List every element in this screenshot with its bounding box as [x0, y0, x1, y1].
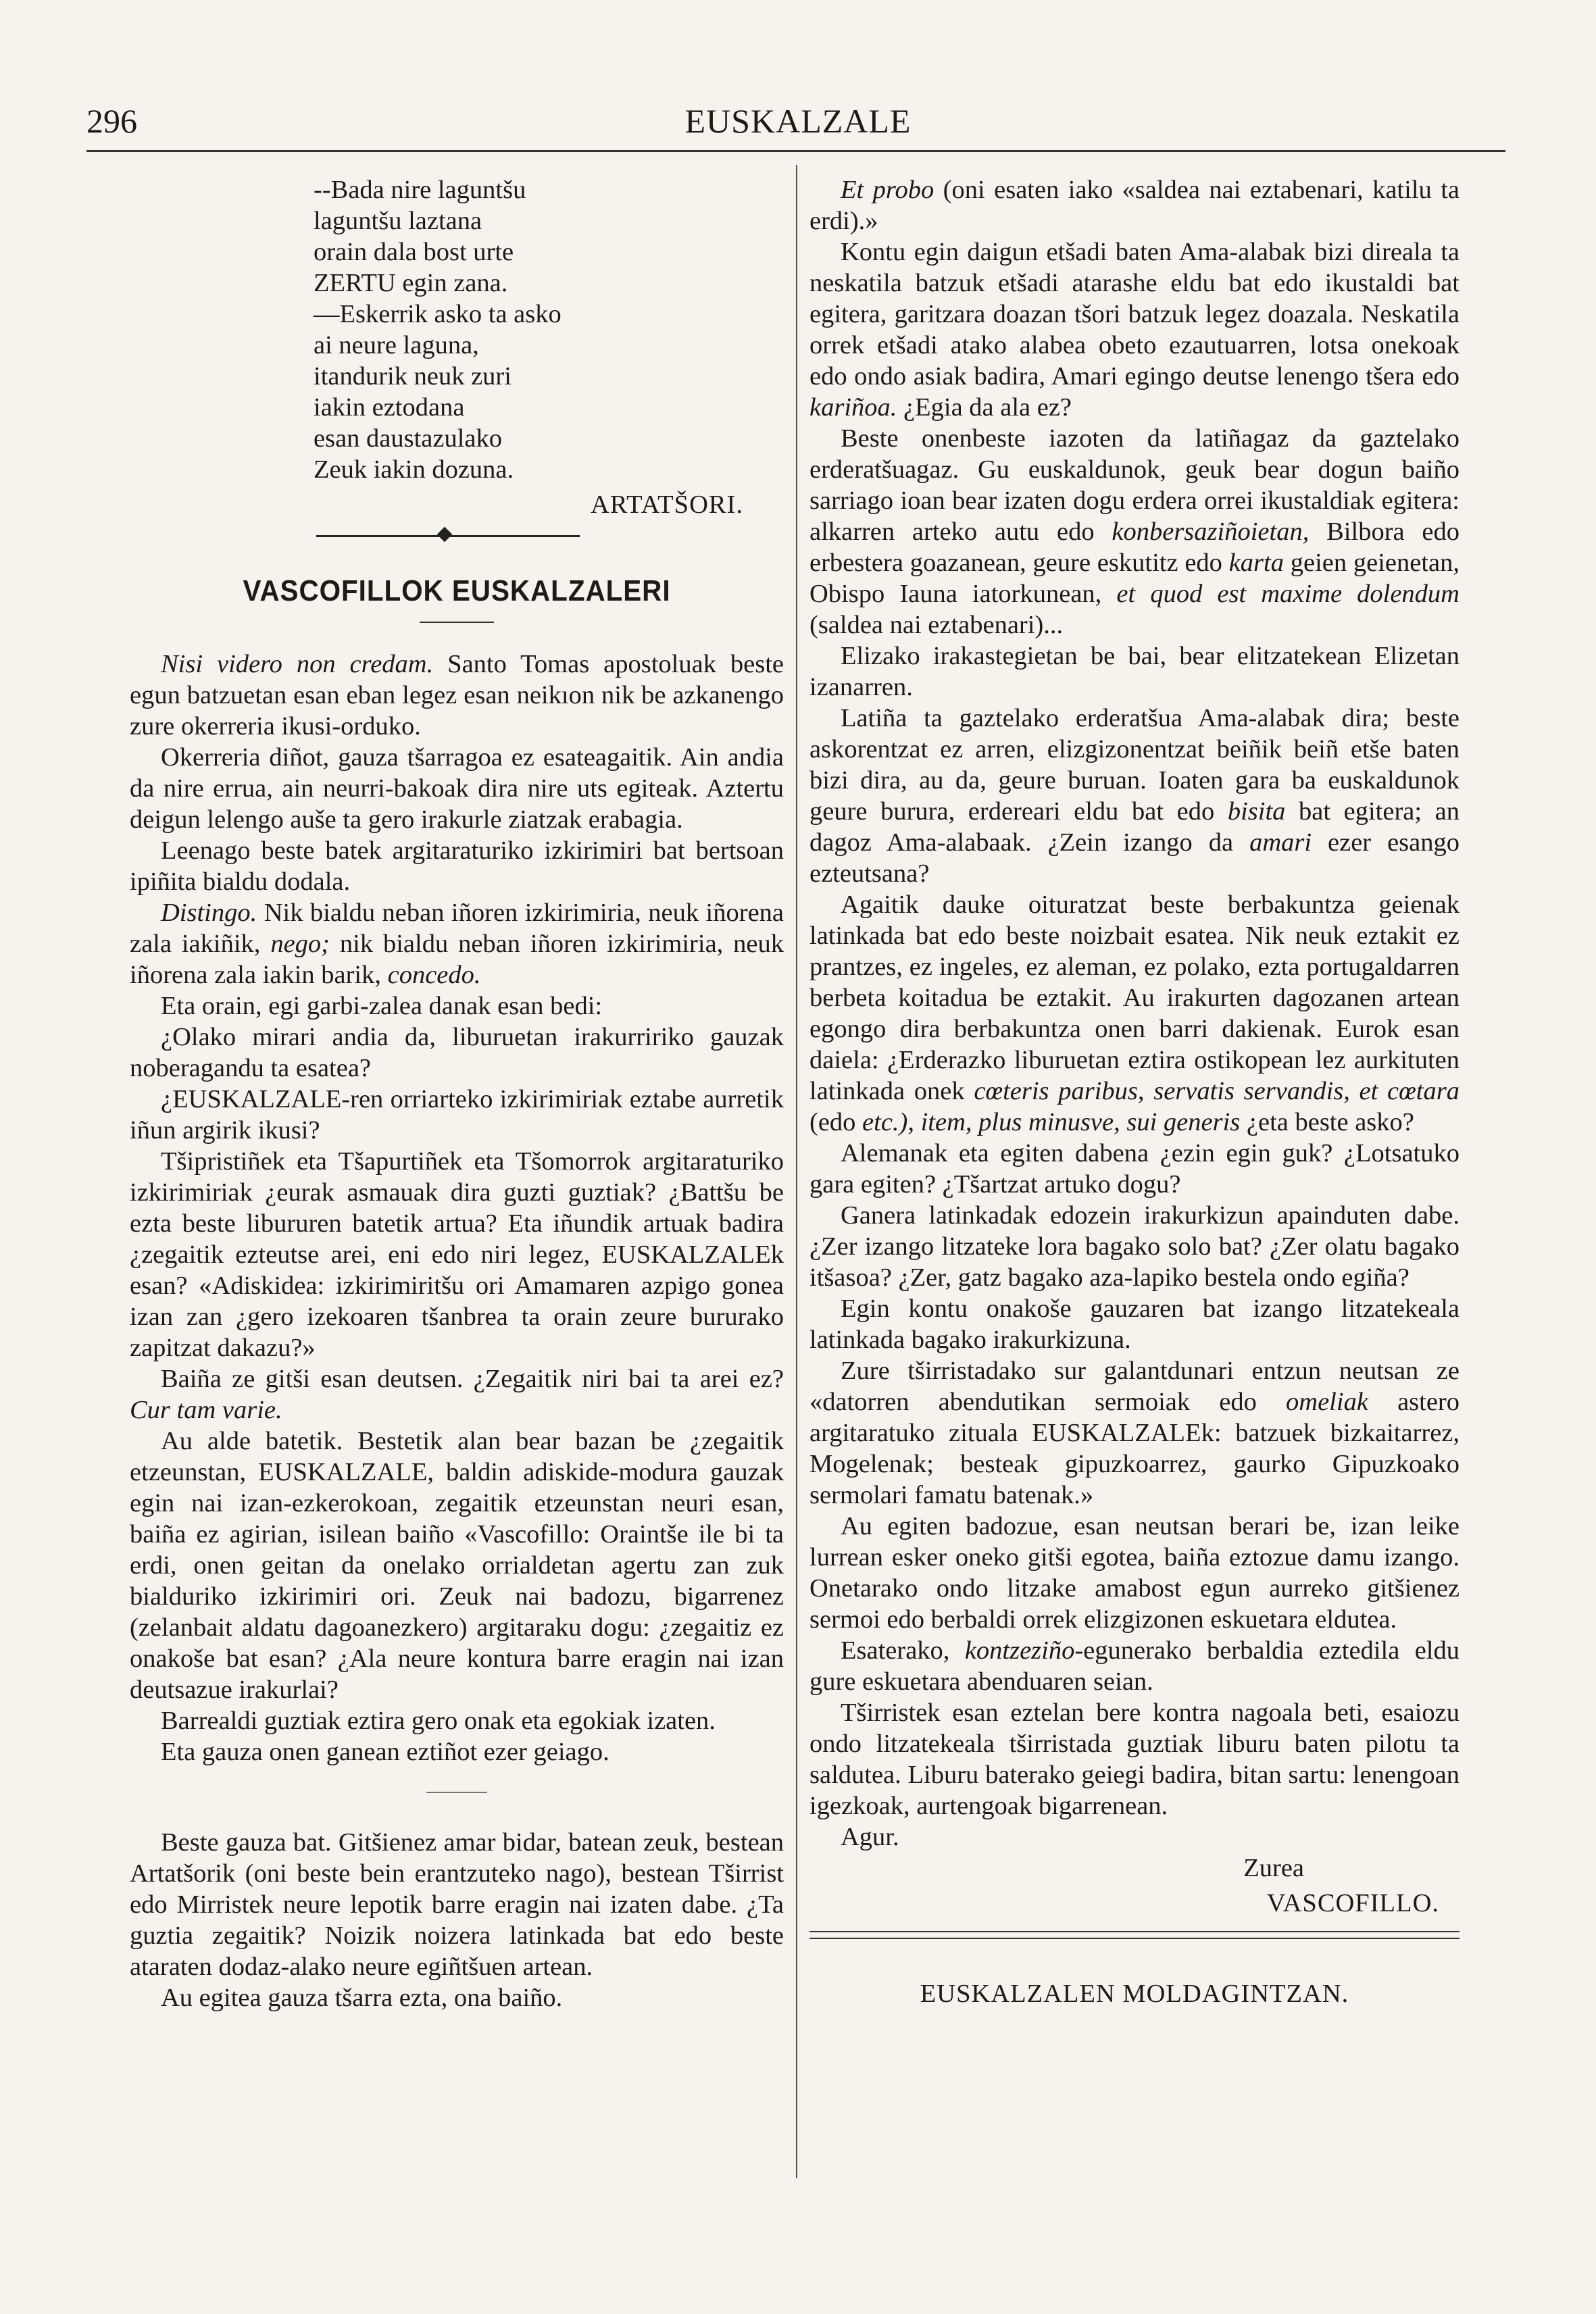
paragraph: [130, 1705, 784, 1736]
paragraph: [809, 1511, 1460, 1635]
italic-text: kariñoa.: [809, 393, 897, 422]
italic-text: Et probo: [841, 176, 934, 204]
poem-line: Zeuk iakin dozuna.: [314, 455, 514, 484]
italic-text: Nisi videro non credam.: [161, 650, 434, 678]
paragraph: [809, 1293, 1460, 1355]
italic-text: et quod est maxime dolendum: [1116, 580, 1460, 608]
text-run: Tšipristiñek eta Tšapurtiñek eta Tšomorrok argitaraturiko izkirimiriak ¿eurak asmauak dira guzti guztiak? ¿Battšu be ezta beste libururen batetik artua? Eta iñundik artuak badira ¿zegaitik ezteutse arei, eni edo niri legez, EUSKALZALEk esan? «Adiskidea: izkirimiritšu ori Amamaren azpigo gonea izan zan ¿gero izekoaren tšanbrea ta orain zeure bururako zapitzat dakazu?»: [130, 1147, 784, 1362]
title-rule: [420, 622, 494, 623]
paragraph: [809, 423, 1460, 640]
text-run: Au egitea gauza tšarra ezta, ona baiño.: [161, 1984, 563, 2012]
text-run: (edo: [809, 1108, 863, 1136]
paragraph: [130, 897, 784, 990]
column-divider: [796, 165, 797, 2178]
text-run: Leenago beste batek argitaraturiko izkirimiri bat bertsoan ipiñita bialdu dodala.: [130, 836, 784, 896]
paragraph: [130, 990, 784, 1022]
paragraph: [809, 174, 1460, 236]
text-run: ¿EUSKALZALE-ren orriarteko izkirimiriak eztabe aurretik iñun argirik ikusi?: [130, 1085, 784, 1145]
text-run: Egin kontu onakoše gauzaren bat izango litzatekeala latinkada bagako irakurkizuna.: [809, 1294, 1460, 1354]
italic-text: kontzeziño-: [964, 1636, 1084, 1665]
journal-title: EUSKALZALE: [684, 102, 912, 140]
italic-text: Distingo.: [161, 899, 257, 927]
text-run: Agaitik dauke oituratzat beste berbakuntza geienak latinkada bat edo beste noizbait esatea. Nik neuk eztakit ez prantzes, ez ingeles, ez aleman, ez polako, ezta portugaldarren berbeta koitadua be eztakit. Au irakurten dagozanen artean egongo dira berbakuntza onen barri dakienak. Eurok esan daiela: ¿Erderazko liburuetan eztira ostikopean lez aurkituten latinkada onek: [809, 890, 1460, 1105]
text-run: Zure tširristadako sur galantdunari entzun neutsan ze «datorren abendutikan sermoiak edo: [809, 1357, 1460, 1416]
italic-text: karta: [1228, 549, 1284, 577]
text-run: nik bialdu neban iñoren izkirimiria, neuk iñorena zala iakin barik,: [130, 930, 784, 989]
bottom-rule-2: [809, 1938, 1460, 1939]
text-run: ¿Olako mirari andia da, liburuetan irakurririko gauzak noberagandu ta esatea?: [130, 1023, 784, 1082]
italic-text: etc.), item, plus minusve, sui generis: [862, 1108, 1241, 1136]
italic-text: amari: [1249, 828, 1312, 857]
poem-line: esan daustazulako: [314, 424, 503, 453]
paragraph: [809, 1200, 1460, 1293]
text-run: Nik bialdu neban iñoren izkirimiria, neuk iñorena zala iakiñik,: [130, 899, 784, 958]
section-break-rule: [426, 1792, 487, 1793]
article-body-left-2: [130, 1827, 784, 2013]
italic-text: nego;: [270, 930, 330, 958]
italic-text: concedo.: [387, 961, 481, 989]
italic-text: omeliak: [1286, 1388, 1368, 1416]
text-run: Eta gauza onen ganean eztiñot ezer geiago.: [161, 1738, 609, 1766]
poem-line: itandurik neuk zuri: [314, 362, 512, 391]
paragraph: [130, 1736, 784, 1767]
text-run: Eta orain, egi garbi-zalea danak esan bedi:: [161, 992, 603, 1020]
paragraph: [130, 1982, 784, 2013]
text-run: ¿Egia da ala ez?: [897, 393, 1072, 422]
italic-text: cœteris paribus, servatis servandis, et cœtara: [974, 1077, 1460, 1105]
text-run: (oni esaten iako «saldea nai eztabenari, katilu ta erdi).»: [809, 176, 1460, 235]
paragraph: [130, 1084, 784, 1146]
paragraph: [130, 649, 784, 742]
page-number: 296: [86, 102, 137, 140]
text-run: Alemanak eta egiten dabena ¿ezin egin guk? ¿Lotsatuko gara egiten? ¿Tšartzat artuko dogu?: [809, 1139, 1460, 1199]
text-run: Kontu egin daigun etšadi baten Ama-alabak bizi direala ta neskatila batzuk etšadi atarashe eldu bat edo ikustaldi bat egitera, garitzara doazan tšori batzuk legez doazala. Neskatila orrek etšadi atako alabea obeto ezautuarren, lotsa onekoak edo ondo asiak badira, Amari egingo deutse lenengo tšera edo: [809, 238, 1460, 391]
salutation: Agur.: [841, 1823, 899, 1851]
poem-signature: ARTATŠORI.: [591, 491, 743, 519]
paragraph: [130, 742, 784, 835]
text-run: Beste gauza bat. Gitšienez amar bidar, batean zeuk, bestean Artatšorik (oni beste bein erantzuteko nago), bestean Tširrist edo Mirristek neure lepotik barre eragin nai izaten dabe. ¿Ta guztia zegaitik? Noizik noizera latinkada bat edo beste ataraten dodaz-alako neure egiñtšuen artean.: [130, 1828, 784, 1981]
paragraph: [809, 1138, 1460, 1200]
poem-line: —Eskerrik asko ta asko: [314, 300, 562, 328]
text-run: Santo Tomas apostoluak beste egun batzuetan esan eban legez esan neikıon nik be azkanengo zure okerreria ikusi-orduko.: [130, 650, 784, 740]
text-run: Au alde batetik. Bestetik alan bear bazan be ¿zegaitik etzeunstan, EUSKALZALE, baldin adiskide-modura gauzak egin nai izan-ezkerokoan, zegaitik etzeunstan neuri esan, baiña ez agirian, isilean baiño «Vascofillo: Oraintše ile bi ta erdi, onen geitan da onelako orrialdetan agertu zan zuk bialduriko izkirimiri ori. Zeuk nai badozu, bigarrenez (zelanbait aldatu dagoanezkero) argitaraku dogu: ¿zegaitiz ez onakoše bat esan? ¿Ala neure kontura barre eragin nai izan deutsazue irakurlai?: [130, 1427, 784, 1704]
diamond-ornament-icon: [437, 527, 453, 543]
press-signature: EUSKALZALEN MOLDAGINTZAN.: [920, 1980, 1349, 2008]
poem: [314, 174, 651, 485]
paragraph: [809, 640, 1460, 703]
text-run: (saldea nai eztabenari)...: [809, 611, 1064, 639]
poem-line: laguntšu laztana: [314, 207, 482, 235]
paragraph: [130, 1363, 784, 1426]
paragraph: [809, 1697, 1460, 1821]
text-run: ¿eta beste asko?: [1240, 1108, 1414, 1136]
header-rule: [86, 150, 1505, 152]
text-run: egunerako berbaldia eztedila eldu gure eskuetara abenduaren seian.: [809, 1636, 1460, 1696]
poem-line: orain dala bost urte: [314, 238, 514, 266]
article-title: VASCOFILLOK EUSKALZALERI: [243, 574, 671, 607]
text-run: Latiña ta gaztelako erderatšua Ama-alabak dira; beste askorentzat ez arren, elizgizonentzat beiñik beiñ etše baten bizi dira, au da, geure buruan. Ioaten gara ba euskaldunok geure burura, erdereari eldu bat edo: [809, 704, 1460, 826]
left-column: [130, 174, 784, 2013]
paragraph: [809, 1355, 1460, 1511]
text-run: Okerreria diñot, gauza tšarragoa ez esateagaitik. Ain andia da nire errua, ain neurri-bakoak dira nire uts egiteak. Aztertu deigun lelengo auše ta gero irakurle ziatzak erabagia.: [130, 743, 784, 834]
poem-line: iakin eztodana: [314, 393, 465, 422]
poem-line: ai neure laguna,: [314, 331, 479, 359]
paragraph: [809, 703, 1460, 889]
paragraph: [809, 236, 1460, 423]
paragraph: [130, 1426, 784, 1705]
text-run: geien geienetan, Obispo Iauna iatorkunean,: [809, 549, 1460, 608]
text-run: Tširristek esan eztelan bere kontra nagoala beti, esaiozu ondo litzatekeala tširristada guztiak liburu baten pilotu ta saldutea. Liburu baterako geiegi badira, bitan sartu: lenengoan igezkoak, aurtengoak bigarrenean.: [809, 1699, 1460, 1820]
paragraph: [130, 1827, 784, 1982]
ornament-divider: [130, 520, 784, 557]
text-run: astero argitaratuko zituala EUSKALZALEk: batzuek bizkaitarrez, Mogelenak; besteak gipuzkoarrez, gaurko Gipuzkoako sermolari famatu batenak.»: [809, 1388, 1460, 1509]
bottom-rule: [809, 1931, 1460, 1932]
text-run: Ganera latinkadak edozein irakurkizun apainduten dabe. ¿Zer izango litzateke lora bagako solo bat? ¿Zer olatu bagako itšasoa? ¿Zer, gatz bagako aza-lapiko bestela ondo egiña?: [809, 1201, 1460, 1292]
right-column: [809, 174, 1460, 2009]
text-run: Elizako irakastegietan be bai, bear elitzatekean Elizetan izanarren.: [809, 642, 1460, 701]
paragraph: [130, 835, 784, 897]
text-run: Bilbora edo erbestera goazanean, geure eskutitz edo: [809, 518, 1460, 577]
author-signature: VASCOFILLO.: [1266, 1889, 1439, 1917]
article-body-right: [809, 174, 1460, 1821]
text-run: Beste onenbeste iazoten da latiñagaz da gaztelako erderatšuagaz. Gu euskaldunok, geuk bear dogun baiño sarriago ioan bear izaten dogu erdera orrei ikustaldiak egitera: alkarren arteko autu edo: [809, 424, 1460, 546]
italic-text: bisita: [1227, 797, 1286, 826]
text-run: bat egitera; an dagoz Ama-alabaak. ¿Zein izango da: [809, 797, 1460, 857]
text-run: Esaterako,: [841, 1636, 965, 1665]
text-run: Barrealdi guztiak eztira gero onak eta egokiak izaten.: [161, 1707, 716, 1735]
page-header: [0, 101, 1596, 155]
poem-line: --Bada nire laguntšu: [314, 176, 526, 204]
italic-text: konbersaziñoietan,: [1112, 518, 1310, 546]
paragraph: [130, 1022, 784, 1084]
text-run: Au egiten badozue, esan neutsan berari be, izan leike lurrean esker oneko gitši egotea, baiña eztozue damu izango. Onetarako ondo litzake amabost egun aurreko gitšienez sermoi edo berbaldi orrek elizgizonen eskuetara eldutea.: [809, 1512, 1460, 1634]
article-body-left: [130, 649, 784, 1767]
paragraph: [809, 889, 1460, 1138]
paragraph: [809, 1635, 1460, 1697]
text-run: Baiña ze gitši esan deutsen. ¿Zegaitik niri bai ta arei ez?: [161, 1365, 784, 1393]
paragraph: [130, 1146, 784, 1363]
poem-line: ZERTU egin zana.: [314, 269, 508, 297]
italic-text: Cur tam varie.: [130, 1396, 282, 1424]
closing: Zurea: [1243, 1854, 1304, 1882]
text-run: ezer esango ezteutsana?: [809, 828, 1460, 888]
